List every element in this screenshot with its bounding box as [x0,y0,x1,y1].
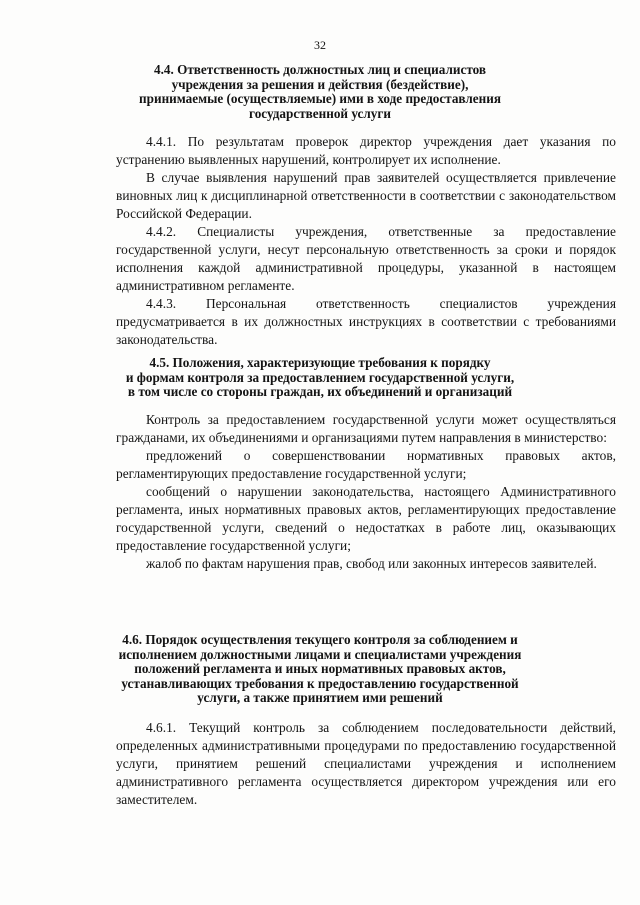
paragraph-violations: В случае выявления нарушений прав заявителей осуществляется привлечение виновных лиц к дисциплинарной ответственности в соответствии с законодательством Российской Федерации. [116,170,616,221]
heading-line: учреждения за решения и действия (бездействие), [171,76,469,92]
paragraph-4-4-3: 4.4.3. Персональная ответственность специалистов учреждения предусматривается в их должностных инструкциях в соответствии с требованиями законодательства. [116,296,616,347]
page-number: 32 [314,38,326,52]
paragraph-proposals: предложений о совершенствовании нормативных правовых актов, регламентирующих предоставление государственной услуги; [116,448,616,481]
section-heading-4-4 [110,63,530,121]
section-heading-4-5 [110,356,530,400]
heading-line: принимаемые (осуществляемые) ими в ходе предоставления [139,91,501,106]
paragraph-control-intro: Контроль за предоставлением государственной услуги может осуществляться гражданами, их объединениями и организациями путем направления в министерство: [116,412,616,445]
heading-line: 4.4. Ответственность должностных лиц и специалистов [153,62,487,77]
heading-line: государственной услуги [249,105,391,121]
paragraph-4-4-1: 4.4.1. По результатам проверок директор учреждения дает указания по устранению выявленных нарушений, контролирует их исполнение. [116,134,616,167]
paragraph-4-4-2: 4.4.2. Специалисты учреждения, ответственные за предоставление государственной услуги, несут персональную ответственность за сроки и порядок исполнения каждой административной процедуры, указанной в настоящем административном регламенте. [116,224,616,293]
paragraph-reports: сообщений о нарушении законодательства, настоящего Административного регламента, иных нормативных правовых актов, регламентирующих предоставление государственной услуги, сведений о недостатках в работе лиц, оказывающих предоставление государственной услуги; [116,484,616,553]
heading-line: услуги, а также принятием ими решений [197,690,443,705]
section-body-4-4 [116,133,616,349]
paragraph-4-6-1: 4.6.1. Текущий контроль за соблюдением последовательности действий, определенных административными процедурами по предоставлению государственной услуги, принятием решений специалистами учреждения и исполнением административного регламента осуществляется директором учреждения или его заместителем. [116,720,616,807]
heading-line: в том числе со стороны граждан, их объединений и организаций [127,384,513,399]
heading-line: положений регламента и иных нормативных правовых актов, [134,661,506,676]
heading-line: 4.6. Порядок осуществления текущего контроля за соблюдением и [122,632,518,647]
heading-line: исполнением должностными лицами и специалистами учреждения [118,646,522,662]
heading-line: устанавливающих требования к предоставлению государственной [121,675,519,691]
section-body-4-5 [116,411,616,573]
section-heading-4-6 [110,633,530,706]
paragraph-complaints: жалоб по фактам нарушения прав, свобод или законных интересов заявителей. [146,556,597,571]
heading-line: 4.5. Положения, характеризующие требования к порядку [149,355,491,370]
section-body-4-6 [116,719,616,809]
heading-line: и формам контроля за предоставлением государственной услуги, [125,369,515,385]
